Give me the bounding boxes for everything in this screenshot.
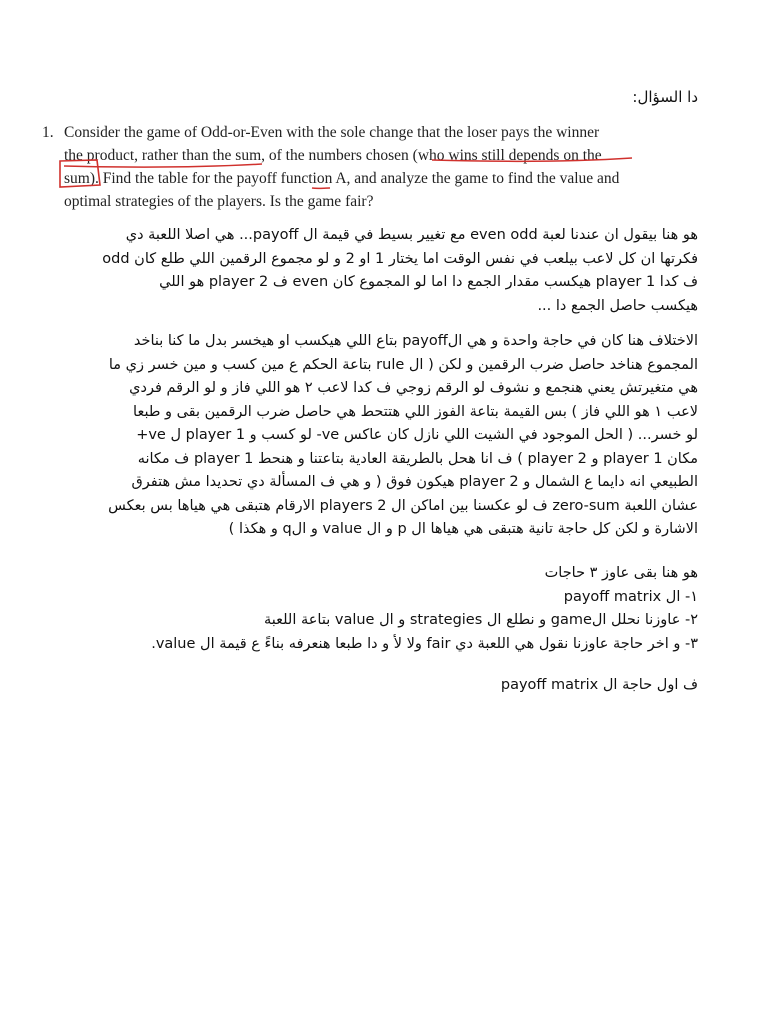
text-line: لاعب ١ هو اللي فاز ) بس القيمة بتاعة الفوز اللي هتتحط هي حاصل ضرب الرقمين بقى و طبعا	[133, 403, 698, 420]
text-line: ٢- عاوزنا نحلل الgame و نطلع ال strategies و ال value بتاعة اللعبة	[263, 612, 698, 628]
text-line: الاشارة و لكن كل حاجة تانية هتبقى هي هياها ال p و ال value و الq و هكذا )	[228, 521, 698, 537]
question-number: 1.	[42, 124, 54, 141]
paragraph-intro	[102, 224, 698, 318]
text-line: ف كدا player 1 هيكسب مقدار الجمع دا اما لو المجموع كان even ف player 2 هو اللي	[159, 274, 698, 290]
question-line: optimal strategies of the players. Is the game fair?	[64, 193, 374, 210]
text-line: +ve ل player 1 لو كسب و -ve لو خسر... ( الحل الموجود في الشيت اللي نازل كان عاكس	[136, 427, 698, 443]
text-line: مكان player 1 و player 2 ) ف انا هحل بالطريقة العادية بتاعتنا و هنحط player 1 ف مكانه	[137, 450, 698, 467]
text-line: ٣- و اخر حاجة عاوزنا نقول هي اللعبة دي fair ولا لأ و دا طبعا هنعرفه بناءً ع قيمة ال value.	[151, 635, 698, 652]
text-line: هو هنا بيقول ان عندنا لعبة even odd مع تغيير بسيط في قيمة ال payoff... هي اصلا اللعبة دي	[125, 227, 698, 243]
paragraph-difference	[108, 330, 698, 542]
text-line: الطبيعي انه دايما ع الشمال و player 2 هيكون فوق ( و هي ف المسألة دي تحديدا مش هتفرق	[131, 474, 698, 490]
text-line: هي متغيرتش يعني هنجمع و نشوف لو الرقم زوجي ف كدا لاعب ٢ هو اللي فاز و لو الرقم فردي	[129, 380, 698, 396]
text-line: هو هنا بقى عاوز ٣ حاجات	[544, 565, 698, 581]
text-line: الاختلاف هنا كان في حاجة واحدة و هي الpayoff بتاع اللي هيكسب او هيخسر بدل ما كنا بناخد	[133, 333, 698, 349]
text-line: عشان اللعبة zero-sum ف لو عكسنا بين اماكن ال players 2 الارقام هتبقى هي هياها بس بعكس	[108, 497, 698, 514]
text-line: ١- ال payoff matrix	[563, 588, 698, 605]
paragraph-requirements	[151, 562, 698, 656]
text-line: المجموع هناخد حاصل ضرب الرقمين و لكن ( ال rule بتاعة الحكم ع مين كسب و مين خسر زي ما	[108, 356, 698, 373]
text-line: هيكسب حاصل الجمع دا ...	[537, 297, 698, 314]
text-line: فكرتها ان كل لاعب بيلعب في نفس الوقت اما يختار 1 او 2 و لو مجموع الرقمين اللي طلع كان odd	[102, 250, 698, 267]
heading: دا السؤال:	[632, 88, 698, 106]
closing-line: ف اول حاجة ال payoff matrix	[500, 677, 698, 693]
question-line: sum). Find the table for the payoff function A, and analyze the game to find the value and	[64, 170, 620, 187]
question-line: Consider the game of Odd-or-Even with the sole change that the loser pays the winner	[64, 124, 600, 141]
question-line: the product, rather than the sum, of the numbers chosen (who wins still depends on the	[64, 147, 602, 164]
